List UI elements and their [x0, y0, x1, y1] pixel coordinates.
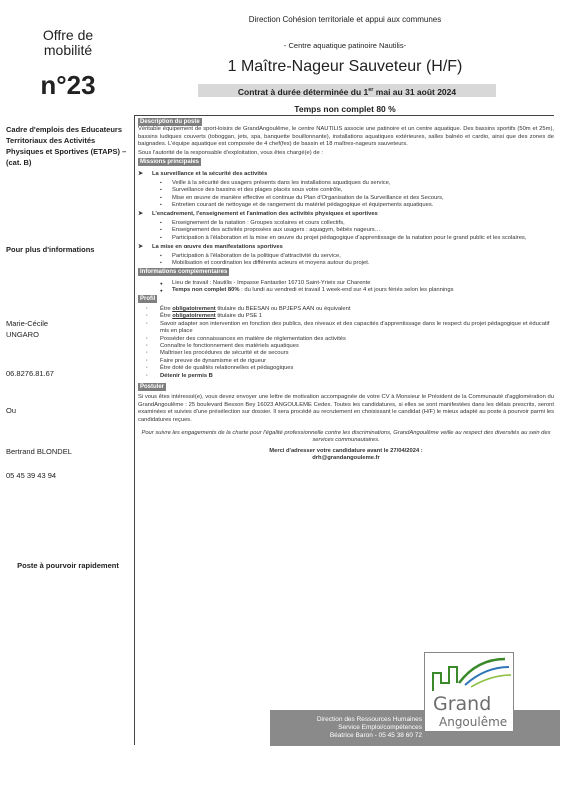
- list-item: · Posséder des connaissances en matière de réglementation des activités: [138, 336, 554, 343]
- infos-temps-text: : du lundi au vendredi et travail 1 week-end sur 4 et jours fériés selon les plannings: [239, 287, 454, 294]
- logo-text-grand: Grand: [433, 693, 492, 715]
- list-item: · Être doté de qualités relationnelles et pédagogiques: [138, 365, 554, 372]
- list-item: · Connaître le fonctionnement des matériels aquatiques: [138, 343, 554, 350]
- list-item: [138, 287, 554, 294]
- main-content: [138, 118, 554, 463]
- list-item: ▪ Participation à l'élaboration et la mise en œuvre du projet pédagogique d'apprentissage de la natation pour le grand public et les scolaires,: [138, 235, 554, 242]
- list-item: · Faire preuve de dynamisme et de rigueur: [138, 358, 554, 365]
- grandangouleme-logo: [424, 652, 514, 732]
- infos-list: [138, 280, 554, 295]
- deadline-text: Merci d'adresser votre candidature avant le 27/04/2024 :: [269, 447, 423, 454]
- section-heading-infos: Informations complémentaires: [140, 269, 228, 276]
- list-item: ▪ Mise en œuvre de manière effective et continue du Plan d'Organisation de la Surveillance et des Secours,: [138, 195, 554, 202]
- list-item: ● Lieu de travail : Nautilis - Impasse Fantastier 16710 Saint-Yrieix sur Charente: [138, 280, 554, 287]
- working-time: Temps non complet 80 %: [294, 104, 396, 114]
- contract-banner: [198, 84, 496, 97]
- footer-band: [270, 710, 560, 746]
- position-availability: Poste à pourvoir rapidement: [17, 561, 119, 570]
- mission-1-list: [138, 180, 554, 210]
- contract-sup: er: [368, 87, 374, 93]
- list-item: ▪ Mobilisation et coordination les différents acteurs et moyens autour du projet.: [138, 260, 554, 267]
- contact-1-phone: 06.8276.81.67: [6, 369, 54, 378]
- section-heading-postuler: Postuler: [140, 384, 165, 390]
- list-item: ▪ Enseignement des activités proposées aux usagers : aquagym, bébés nageurs…: [138, 227, 554, 234]
- job-category: Cadre d'emplois des Educateurs Territoriaux des Activités Physiques et Sportives (ETAPS) – (cat. B): [6, 125, 127, 167]
- mission-3-heading: ➤ La mise en œuvre des manifestations sportives: [138, 244, 554, 251]
- contact-2-phone: 05 45 39 43 94: [6, 471, 57, 480]
- page-title: 1 Maître-Nageur Sauveteur (H/F): [227, 58, 463, 75]
- footer-service: Service Emploi/compétences: [338, 724, 422, 731]
- mission-3-list: [138, 253, 554, 268]
- contact-1-name: [6, 318, 130, 340]
- header-divider: [135, 115, 554, 116]
- or-label: Ou: [6, 406, 17, 415]
- offer-label-line2: mobilité: [43, 42, 93, 58]
- footer-contact: Béatrice Baron - 05 45 38 60 72: [329, 732, 422, 739]
- logo-text-angouleme: Angoulême: [439, 715, 508, 729]
- contract-post: mai au 31 août 2024: [373, 86, 457, 97]
- offer-number: n°23: [40, 70, 96, 100]
- list-item: ▪ Enseignement de la natation : Groupes scolaires et cours collectifs,: [138, 220, 554, 227]
- column-divider: [134, 115, 135, 745]
- equality-paragraph: Pour suivre les engagements de la charte pour l'égalité professionnelle contre les discriminations, GrandAngoulême veille au respect des diversités au sein des services communautaires.: [141, 430, 551, 444]
- logo-swoosh-icon: [425, 653, 515, 697]
- list-item: · Détenir le permis B: [138, 373, 554, 380]
- list-item: · Savoir adapter son intervention en fonction des publics, des niveaux et des capacités d'apprentissage dans le respect du projet pédagogique et éducatif mis en place: [138, 321, 554, 336]
- section-heading-description: Description du poste: [140, 119, 200, 125]
- contact-2-name: Bertrand BLONDEL: [6, 447, 72, 456]
- mission-1-heading: ➤ La surveillance et la sécurité des activités: [138, 171, 554, 178]
- authority-paragraph: Sous l'autorité de la responsable d'exploitation, vous êtes chargé(e) de :: [138, 149, 323, 156]
- description-paragraph: Véritable équipement de sport-loisirs de GrandAngoulême, le centre NAUTILIS associe une patinoire et un centre aquatique. Des bassins sportifs (50m et 25m), bassins ludiques couverts (toboggan, jets, spa, banquette bouillonnante), installations aquatiques extérieures, salles balnéo et cardio, ainsi que des zones de baignades. L'équipe aquatique est composée de 4 chef(fes) de bassin et 18 maîtres-nageurs sauveteurs.: [138, 126, 554, 148]
- list-item: · Maîtriser les procédures de sécurité et de secours: [138, 350, 554, 357]
- footer-department: Direction des Ressources Humaines: [316, 716, 422, 723]
- list-item: · Être obligatoirement titulaire du PSE 1: [138, 313, 554, 320]
- section-heading-profil: Profil: [140, 295, 156, 302]
- direction-name: Direction Cohésion territoriale et appui aux communes: [248, 15, 442, 24]
- mission-2-heading: ➤ L'encadrement, l'enseignement et l'animation des activités physiques et sportives: [138, 211, 554, 218]
- centre-name: - Centre aquatique patinoire Nautilis-: [283, 41, 407, 50]
- list-item: ▪ Veille à la sécurité des usagers présents dans les installations aquatiques du service,: [138, 180, 554, 187]
- list-item: ▪ Participation à l'élaboration de la politique d'attractivité du service,: [138, 253, 554, 260]
- list-item: ▪ Entretien courant de nettoyage et de rangement du matériel pédagogique et équipements aquatiques.: [138, 202, 554, 209]
- list-item: ▪ Surveillance des bassins et des plages placés sous votre contrôle,: [138, 187, 554, 194]
- offer-label-line1: Offre de: [42, 27, 94, 43]
- apply-paragraph: Si vous êtes intéressé(e), vous devez envoyer une lettre de motivation accompagnée de votre CV à Monsieur le Président de la Communauté d'agglomération du GrandAngoulême : 25 boulevard Besson Bey 16023 ANGOULEME Cedex. Toutes les candidatures, si elles se sont manifestées dans les délais prescrits, seront examinées et suivies d'une présélection sur dossier. Il sera procédé au recrutement en choisissant le candidat (H/F) le mieux adapté au poste à pourvoir parmi les candidatures reçues.: [138, 394, 554, 423]
- contract-pre: Contrat à durée déterminée du 1: [237, 86, 369, 97]
- list-item: · Être obligatoirement titulaire du BEESAN ou BPJEPS AAN ou équivalent: [138, 306, 554, 313]
- more-info-label: Pour plus d'informations: [6, 245, 95, 254]
- contact-1-lastname: UNGARO: [6, 330, 39, 339]
- section-heading-missions: Missions principales: [140, 159, 200, 166]
- contact-1-firstname: Marie-Cécile: [6, 319, 49, 328]
- infos-temps-bold: Temps non complet 80%: [172, 287, 240, 294]
- apply-email-link[interactable]: drh@grandangouleme.fr: [312, 455, 380, 462]
- mission-2-list: [138, 220, 554, 242]
- profil-list: [138, 306, 554, 380]
- offer-label: [28, 28, 108, 58]
